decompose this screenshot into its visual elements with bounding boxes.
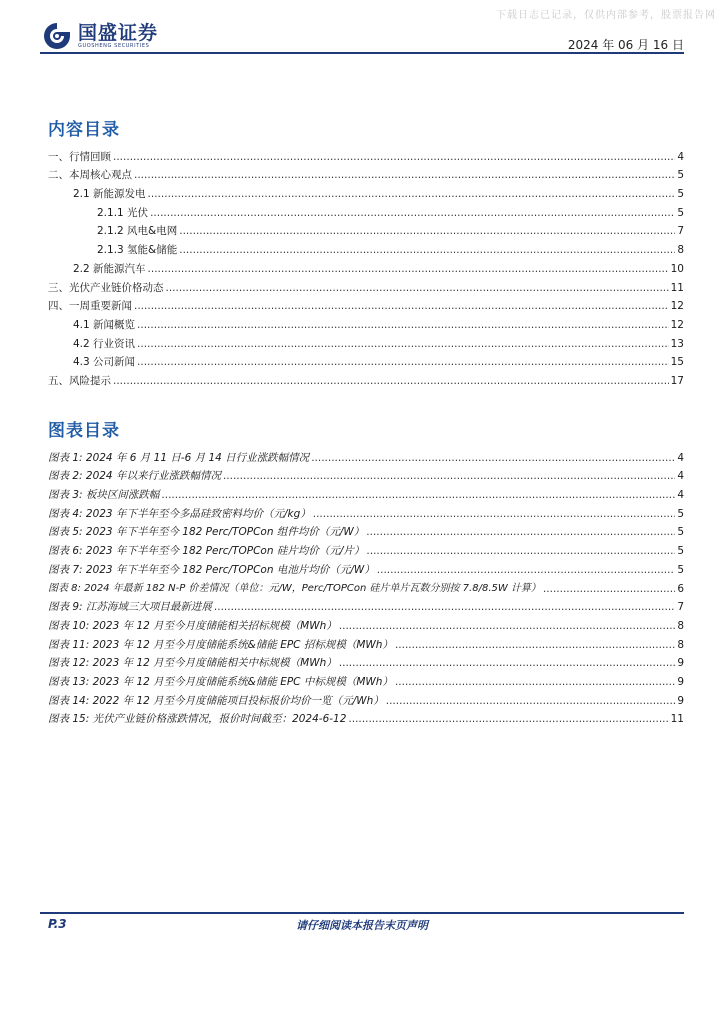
toc-entry-page: 12 [670,300,684,313]
figures-title: 图表目录 [48,421,120,441]
toc-entry-label: 2.1.3 氢能&储能 [97,244,178,257]
toc-entry[interactable] [48,332,684,351]
dot-leader [366,525,675,539]
figure-entry-page: 6 [677,582,684,595]
dot-leader [366,544,675,558]
toc-entry[interactable] [48,238,684,257]
figure-entry[interactable] [48,446,684,465]
toc-entry-label: 2.1.1 光伏 [97,206,149,219]
dot-leader [543,582,675,596]
figure-entry[interactable] [48,502,684,521]
page-number: P.3 [48,917,67,931]
toc-entry-page: 5 [677,169,684,182]
toc-entry[interactable] [48,182,684,201]
dot-leader [150,206,675,220]
dot-leader [395,675,675,689]
toc-entry-label: 四、一周重要新闻 [48,300,132,313]
dot-leader [166,281,669,295]
figure-entry[interactable] [48,670,684,689]
figure-entry-label: 图表 5: 2023 年下半年至今 182 Perc/TOPCon 组件均价（元/W） [48,526,365,539]
figure-entry-label: 图表 11: 2023 年 12 月至今月度储能系统&储能 EPC 招标规模（MWh） [48,638,393,651]
dot-leader [395,638,675,652]
dot-leader [134,299,669,313]
figure-entry[interactable] [48,465,684,484]
dot-leader [386,694,676,708]
figure-entry[interactable] [48,614,684,633]
list-of-figures [48,446,684,726]
toc-entry-label: 2.1.2 风电&电网 [97,225,178,238]
dot-leader [148,262,669,276]
dot-leader [179,224,675,238]
figure-entry-label: 图表 10: 2023 年 12 月至今月度储能相关招标规模（MWh） [48,619,337,632]
dot-leader [161,488,675,502]
figure-entry-label: 图表 2: 2024 年以来行业涨跌幅情况 [48,470,221,483]
toc-entry-page: 4 [677,150,684,163]
figure-entry-page: 7 [677,601,684,614]
dot-leader [113,374,669,388]
figure-entry-page: 8 [677,638,684,651]
figure-entry-page: 11 [670,713,684,726]
figure-entry-label: 图表 13: 2023 年 12 月至今月度储能系统&储能 EPC 中标规模（MWh） [48,675,393,688]
toc-entry[interactable] [48,351,684,370]
toc-title: 内容目录 [48,120,120,140]
figure-entry[interactable] [48,652,684,671]
figure-entry-page: 5 [677,526,684,539]
company-logo [40,21,158,51]
figure-entry-label: 图表 4: 2023 年下半年至今多晶硅致密料均价（元/kg） [48,507,311,520]
toc-entry-page: 5 [677,188,684,201]
figure-entry[interactable] [48,577,684,596]
figure-entry-label: 图表 9: 江苏海域三大项目最新进展 [48,601,212,614]
logo-english-name: GUOSHENG SECURITIES [78,42,150,49]
toc-entry[interactable] [48,369,684,388]
dot-leader [179,243,675,257]
footer-disclaimer: 请仔细阅读本报告末页声明 [296,919,428,932]
toc-entry-page: 12 [670,318,684,331]
dot-leader [134,168,675,182]
figure-entry-label: 图表 7: 2023 年下半年至今 182 Perc/TOPCon 电池片均价（元/W） [48,563,375,576]
toc-entry[interactable] [48,145,684,164]
toc-entry-page: 8 [677,244,684,257]
figure-entry-label: 图表 15: 光伏产业链价格涨跌情况，报价时间截至：2024-6-12 [48,713,347,726]
figure-entry-page: 8 [677,619,684,632]
toc-entry-label: 五、风险提示 [48,374,111,387]
figure-entry-page: 4 [677,489,684,502]
toc-entry[interactable] [48,201,684,220]
figure-entry-page: 9 [677,657,684,670]
dot-leader [137,318,669,332]
dot-leader [148,187,676,201]
toc-entry[interactable] [48,220,684,239]
report-date: 2024 年 06 月 16 日 [567,38,684,52]
toc-entry-label: 二、本周核心观点 [48,169,132,182]
toc-entry[interactable] [48,276,684,295]
toc-entry-page: 7 [677,225,684,238]
figure-entry[interactable] [48,539,684,558]
toc-entry-page: 13 [670,337,684,350]
dot-leader [377,563,676,577]
toc-entry[interactable] [48,164,684,183]
figure-entry-page: 9 [677,675,684,688]
dot-leader [348,712,668,726]
toc-entry-page: 15 [670,356,684,369]
guosheng-logo-icon [40,21,74,51]
dot-leader [339,656,676,670]
table-of-contents [48,145,684,388]
toc-entry-page: 10 [670,262,684,275]
figure-entry[interactable] [48,483,684,502]
toc-entry-label: 4.1 新闻概览 [73,318,136,331]
dot-leader [214,600,675,614]
figure-entry-page: 9 [677,694,684,707]
figure-entry-page: 5 [677,563,684,576]
figure-entry[interactable] [48,558,684,577]
figure-entry[interactable] [48,596,684,615]
figure-entry-page: 5 [677,545,684,558]
figure-entry-label: 图表 12: 2023 年 12 月至今月度储能相关中标规模（MWh） [48,657,337,670]
figure-entry-page: 4 [677,470,684,483]
figure-entry-label: 图表 6: 2023 年下半年至今 182 Perc/TOPCon 硅片均价（元/片） [48,545,365,558]
dot-leader [339,619,676,633]
toc-entry[interactable] [48,295,684,314]
toc-entry-label: 2.2 新能源汽车 [73,262,146,275]
figure-entry[interactable] [48,521,684,540]
figure-entry-page: 5 [677,507,684,520]
toc-entry-page: 11 [670,281,684,294]
figure-entry[interactable] [48,689,684,708]
toc-entry[interactable] [48,313,684,332]
figure-entry-label: 图表 8: 2024 年最新 182 N-P 价差情况（单位：元/W，Perc/TOPCon 硅片单片瓦数分别按 7.8/8.5W 计算） [48,582,541,594]
toc-entry-label: 一、行情回顾 [48,150,111,163]
figure-entry-page: 4 [677,451,684,464]
dot-leader [313,507,676,521]
toc-entry-page: 5 [677,206,684,219]
toc-entry-page: 17 [670,374,684,387]
header-divider [40,52,684,54]
figure-entry[interactable] [48,708,684,727]
watermark-text: 下载日志已记录，仅供内部参考，股票报告网 [496,10,716,21]
toc-entry-label: 2.1 新能源发电 [73,188,146,201]
toc-entry-label: 4.3 公司新闻 [73,356,136,369]
toc-entry-label: 三、光伏产业链价格动态 [48,281,164,294]
figure-entry-label: 图表 3: 板块区间涨跌幅 [48,489,160,502]
toc-entry-label: 4.2 行业资讯 [73,337,136,350]
dot-leader [113,150,675,164]
dot-leader [223,469,675,483]
dot-leader [137,355,669,369]
dot-leader [311,451,675,465]
figure-entry-label: 图表 1: 2024 年 6 月 11 日-6 月 14 日行业涨跌幅情况 [48,451,310,464]
logo-chinese-name: 国盛证券 [78,21,159,44]
footer-divider [40,912,684,914]
figure-entry-label: 图表 14: 2022 年 12 月至今月度储能项目投标报价均价一览（元/Wh） [48,694,384,707]
toc-entry[interactable] [48,257,684,276]
figure-entry[interactable] [48,633,684,652]
dot-leader [137,337,669,351]
